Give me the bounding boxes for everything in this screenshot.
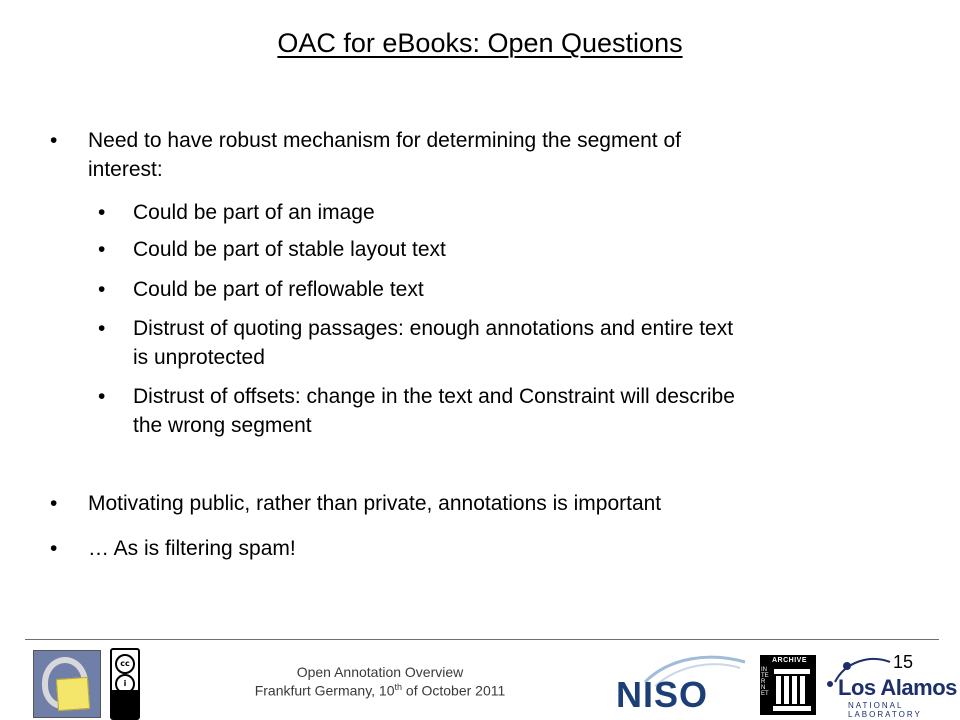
los-alamos-subtitle: NATIONAL LABORATORY bbox=[848, 701, 922, 719]
sub-bullet-item bbox=[98, 235, 913, 264]
bullet-item bbox=[50, 126, 878, 184]
cc-badge-strip bbox=[112, 690, 138, 718]
los-alamos-logo: Los Alamos bbox=[838, 675, 957, 700]
bullet-text: Need to have robust mechanism for determining the segment of bbox=[88, 129, 681, 152]
bullet-text: is unprotected bbox=[133, 346, 265, 369]
bullet-item bbox=[50, 534, 878, 563]
bullet-dot: • bbox=[50, 537, 58, 560]
bullet-dot: • bbox=[50, 492, 58, 515]
sub-bullet-item bbox=[98, 275, 913, 304]
bullet-text: Could be part of an image bbox=[133, 201, 375, 224]
archive-building-icon bbox=[760, 655, 816, 715]
footer-date-text: Frankfurt Germany, 10 bbox=[254, 682, 395, 699]
internet-archive-logo bbox=[760, 655, 816, 715]
footer-title: Open Annotation Overview bbox=[296, 664, 464, 680]
bullet-text: Distrust of quoting passages: enough annotations and entire text bbox=[133, 317, 734, 340]
bullet-dot: • bbox=[98, 238, 106, 261]
sub-bullet-item bbox=[98, 382, 913, 440]
footer-date bbox=[210, 682, 550, 699]
bullet-text: interest: bbox=[88, 158, 163, 181]
footer-divider bbox=[25, 639, 939, 640]
cc-icon: cc bbox=[115, 654, 135, 674]
footer-date-text-end: of October 2011 bbox=[402, 682, 506, 699]
by-icon: i bbox=[115, 674, 135, 694]
page-number: 15 bbox=[893, 652, 914, 672]
bullet-text: the wrong segment bbox=[133, 414, 312, 437]
bullet-dot: • bbox=[98, 385, 106, 408]
footer-date-sup: th bbox=[394, 682, 403, 692]
bullet-item bbox=[50, 489, 878, 518]
bullet-dot: • bbox=[98, 278, 106, 301]
bullet-dot: • bbox=[50, 129, 58, 152]
slide-title: OAC for eBooks: Open Questions bbox=[277, 28, 683, 58]
bullet-text: … As is filtering spam! bbox=[88, 537, 296, 560]
bullet-text: Could be part of reflowable text bbox=[133, 278, 424, 301]
sub-bullet-item bbox=[98, 198, 913, 227]
bullet-text: Distrust of offsets: change in the text and Constraint will describe bbox=[133, 385, 735, 408]
bullet-text: Could be part of stable layout text bbox=[133, 238, 446, 261]
niso-logo: NISO bbox=[616, 674, 709, 715]
bullet-dot: • bbox=[98, 317, 106, 340]
bullet-text: Motivating public, rather than private, annotations is important bbox=[88, 492, 662, 515]
internet-archive-side-label: INTERNET bbox=[761, 667, 769, 697]
internet-archive-label: ARCHIVE bbox=[772, 657, 808, 664]
sub-bullet-item bbox=[98, 314, 913, 372]
bullet-dot: • bbox=[98, 201, 106, 224]
oac-logo bbox=[33, 650, 101, 718]
creative-commons-badge bbox=[110, 648, 140, 720]
sticky-note-icon bbox=[56, 677, 90, 711]
